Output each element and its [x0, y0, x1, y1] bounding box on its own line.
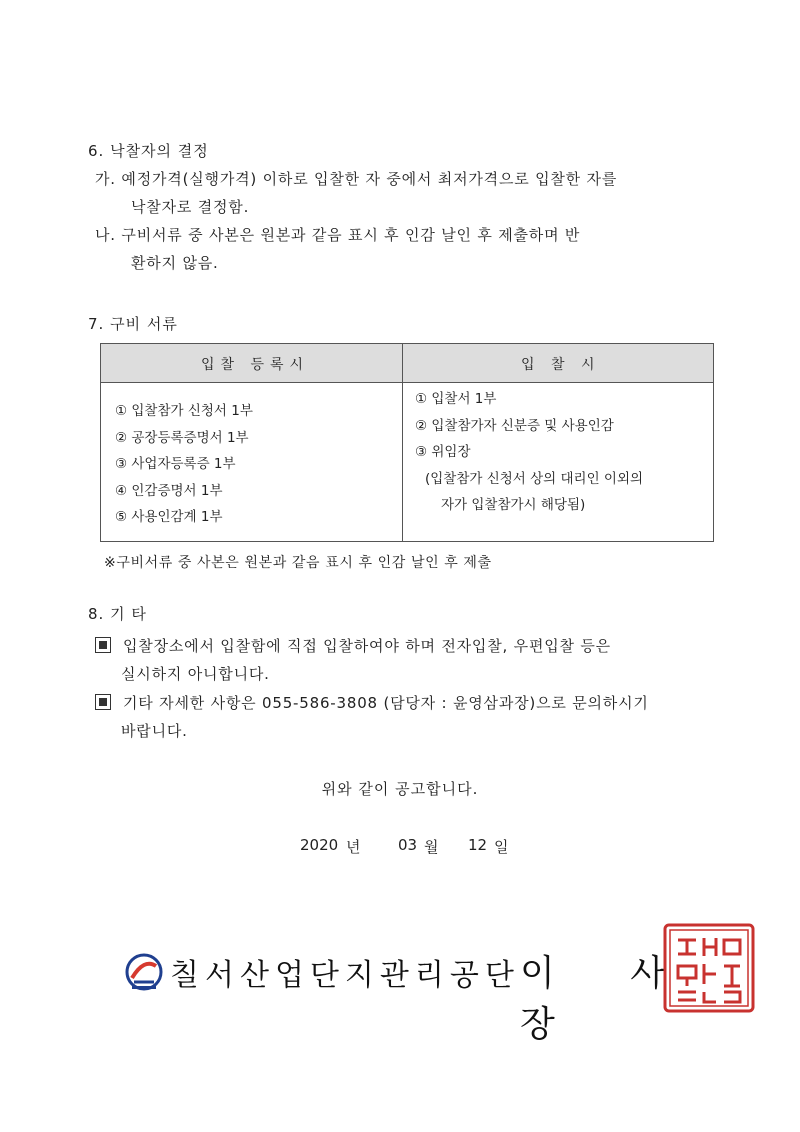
documents-note: ※구비서류 중 사본은 원본과 같음 표시 후 인감 날인 후 제출	[104, 555, 492, 571]
section8-item-2-line2: 바랍니다.	[121, 722, 188, 740]
section6-item-na	[95, 221, 580, 277]
list-item: ④ 인감증명서 1부	[115, 482, 223, 499]
section7-heading: 7. 구비 서류	[88, 315, 178, 333]
table-header-registration: 입찰 등록시	[201, 357, 310, 373]
date-month-unit: 월	[424, 838, 439, 856]
section8-item-1-line2: 실시하지 아니합니다.	[121, 665, 270, 683]
list-item: 자가 입찰참가시 해당됨)	[441, 497, 586, 513]
section6-item-ga-line1: 가. 예정가격(실행가격) 이하로 입찰한 자 중에서 최저가격으로 입찰한 자를	[95, 170, 618, 188]
date-day-unit: 일	[494, 838, 509, 856]
date-year: 2020	[300, 836, 339, 854]
signatory-title: 이 사 장	[520, 953, 697, 1045]
bidding-documents-list	[415, 386, 643, 519]
section6-item-na-line1: 나. 구비서류 중 사본은 원본과 같음 표시 후 인감 날인 후 제출하며 반	[95, 226, 581, 244]
official-seal-icon	[662, 922, 756, 1014]
documents-table	[100, 343, 714, 542]
list-item: ② 공장등록증명서 1부	[115, 429, 249, 446]
organization-logo-icon	[124, 952, 164, 992]
table-header-bidding: 입 찰 시	[521, 357, 601, 373]
organization-name: 칠서산업단지관리공단	[170, 958, 520, 993]
square-bullet-icon	[95, 637, 111, 653]
table-column-divider	[402, 344, 403, 541]
square-bullet-icon	[95, 694, 111, 710]
list-item: ① 입찰서 1부	[415, 391, 497, 407]
section6-item-na-line2: 환하지 않음.	[131, 254, 219, 272]
registration-documents-list	[115, 398, 253, 531]
list-item: ① 입찰참가 신청서 1부	[115, 403, 253, 419]
date-day: 12	[468, 836, 488, 854]
section8-item-1	[95, 632, 611, 688]
section8-heading: 8. 기 타	[88, 605, 147, 623]
list-item: ⑤ 사용인감계 1부	[115, 509, 223, 525]
section6-item-ga	[95, 165, 617, 221]
date-month: 03	[398, 836, 418, 854]
list-item: (입찰참가 신청서 상의 대리인 이외의	[425, 470, 644, 487]
section8-item-2	[95, 689, 649, 745]
section6-heading: 6. 낙찰자의 결정	[88, 142, 209, 160]
section6-item-ga-line2: 낙찰자로 결정함.	[131, 198, 250, 216]
list-item: ② 입찰참가자 신분증 및 사용인감	[415, 417, 614, 434]
closing-statement: 위와 같이 공고합니다.	[321, 780, 479, 798]
list-item: ③ 사업자등록증 1부	[115, 456, 236, 472]
section8-item-2-line1: 기타 자세한 사항은 055-586-3808 (담당자 : 윤영삼과장)으로 문의하시기	[123, 694, 649, 712]
section8-item-1-line1: 입찰장소에서 입찰함에 직접 입찰하여야 하며 전자입찰, 우편입찰 등은	[123, 637, 611, 655]
documents-table-header	[101, 344, 713, 383]
list-item: ③ 위임장	[415, 444, 471, 460]
date-year-unit: 년	[346, 838, 361, 856]
